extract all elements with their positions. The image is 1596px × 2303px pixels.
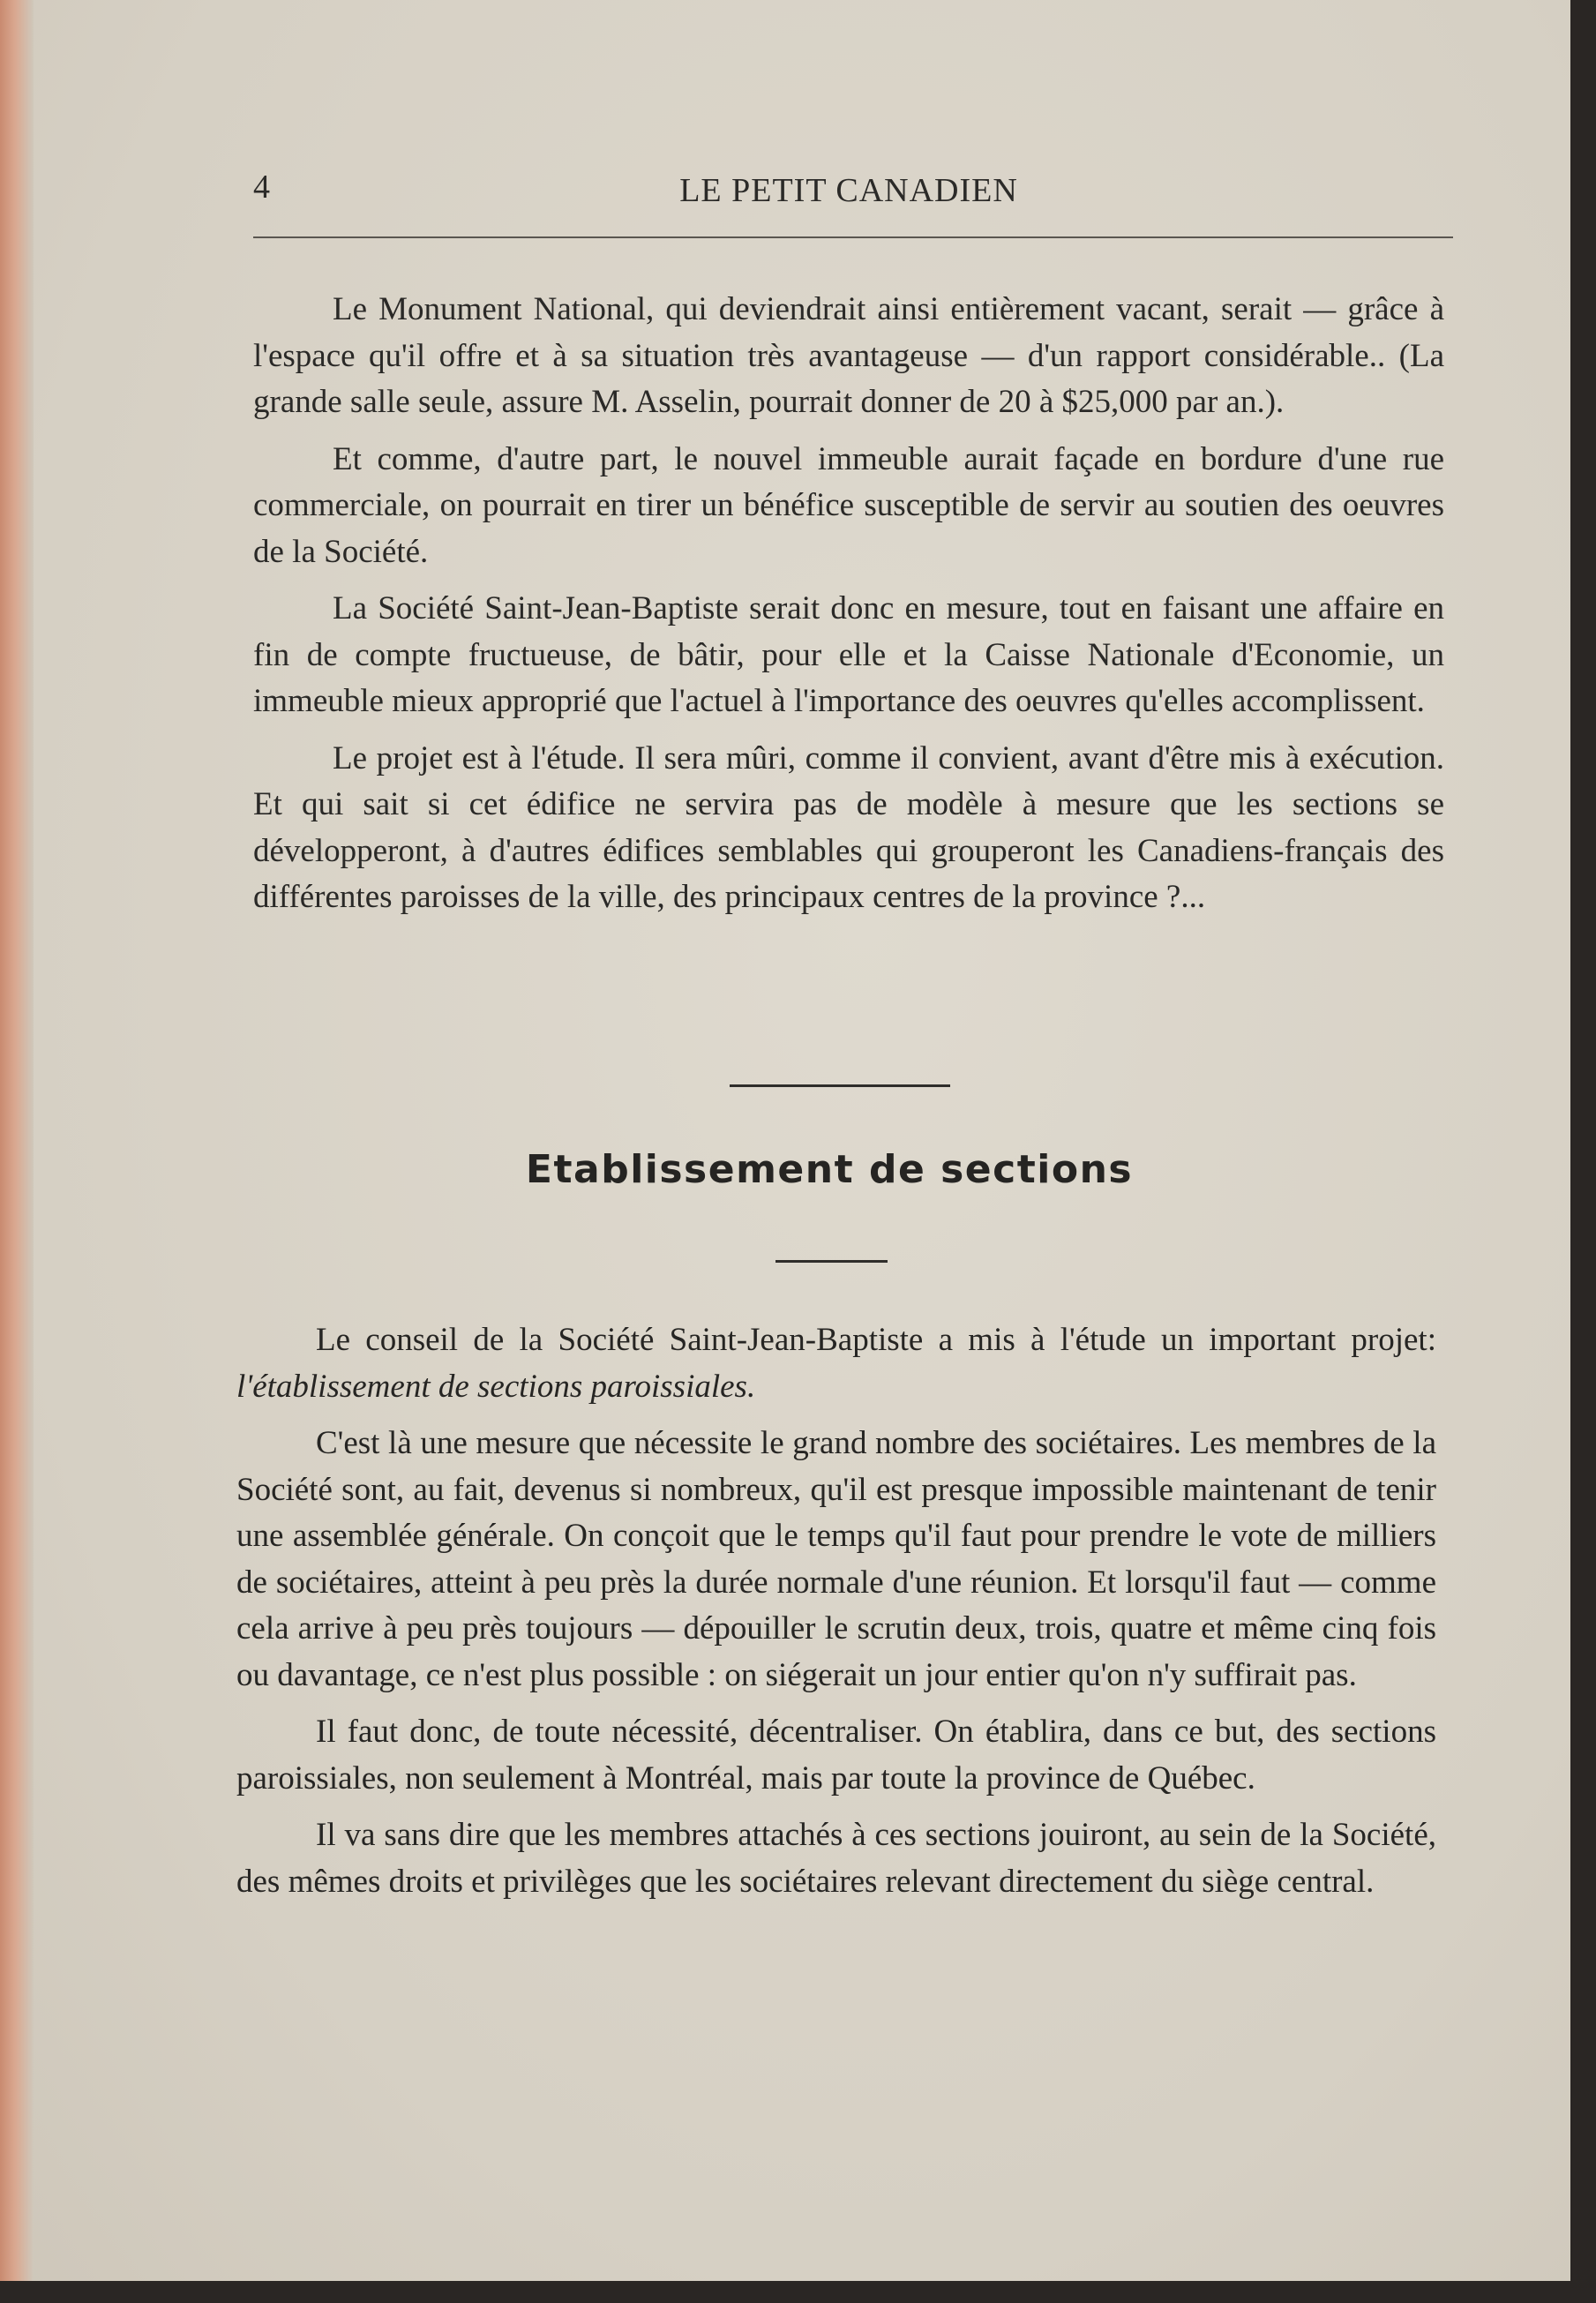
paragraph: Il va sans dire que les membres attachés à ces sections jouiront, au sein de la Société, des mêmes droits et privilèges que les sociétaires relevant directement du siège central. — [236, 1817, 1436, 1900]
paragraph: Et comme, d'autre part, le nouvel immeuble aurait façade en bordure d'une rue commerciale, on pourrait en tirer un bénéfice susceptible de servir au soutien des oeuvres de la Société. — [253, 440, 1444, 570]
scan-right-border — [1570, 0, 1596, 2303]
section-title: Etablissement de sections — [525, 1147, 1134, 1192]
title-underline-rule — [776, 1260, 888, 1263]
header-rule — [253, 236, 1453, 238]
paragraph: Le Monument National, qui deviendrait ainsi entièrement vacant, serait — grâce à l'espace qu'il offre et à sa situation très avantageuse — d'un rapport considérable.. (La grande salle seule, assure M. Asselin, pourrait donner de 20 à $25,000 par an.). — [253, 291, 1444, 420]
page-left-edge — [0, 0, 34, 2281]
intro-paragraph — [236, 1317, 1436, 1410]
paragraph: Il faut donc, de toute nécessité, décentraliser. On établira, dans ce but, des sections paroissiales, non seulement à Montréal, mais par toute la province de Québec. — [236, 1714, 1436, 1797]
intro-italic: l'établissement de sections paroissiales. — [236, 1368, 756, 1405]
page-number: 4 — [253, 169, 270, 206]
page-header — [253, 168, 1444, 221]
paragraph: Le projet est à l'étude. Il sera mûri, comme il convient, avant d'être mis à exécution. Et qui sait si cet édifice ne servira pas de modèle à mesure que les sections se développeront, à d'autres édifices semblables qui grouperont les Canadiens-français des différentes paroisses de la ville, des principaux centres de la province ?... — [253, 739, 1444, 915]
section-divider-rule — [730, 1084, 950, 1087]
paragraph: C'est là une mesure que nécessite le grand nombre des sociétaires. Les membres de la Société sont, au fait, devenus si nombreux, qu'il est presque impossible maintenant de tenir une assemblée générale. On conçoit que le temps qu'il faut pour prendre le vote de milliers de sociétaires, atteint à peu près la durée normale d'une réunion. Et lorsqu'il faut — comme cela arrive à peu près toujours — dépouiller le scrutin deux, trois, quatre et même cinq fois ou davantage, ce n'est plus possible : on siégerait un jour entier qu'on n'y suffirait pas. — [236, 1425, 1436, 1693]
article-continued — [253, 287, 1444, 932]
scan-bottom-border — [0, 2281, 1596, 2303]
section-body — [236, 1317, 1436, 1916]
running-title: LE PETIT CANADIEN — [679, 172, 1018, 209]
paragraph: La Société Saint-Jean-Baptiste serait donc en mesure, tout en faisant une affaire en fin de compte fructueuse, de bâtir, pour elle et la Caisse Nationale d'Economie, un immeuble mieux approprié que l'actuel à l'importance des oeuvres qu'elles accomplissent. — [253, 590, 1444, 719]
intro-lead: Le conseil de la Société Saint-Jean-Baptiste a mis à l'étude un important projet: — [316, 1322, 1436, 1358]
